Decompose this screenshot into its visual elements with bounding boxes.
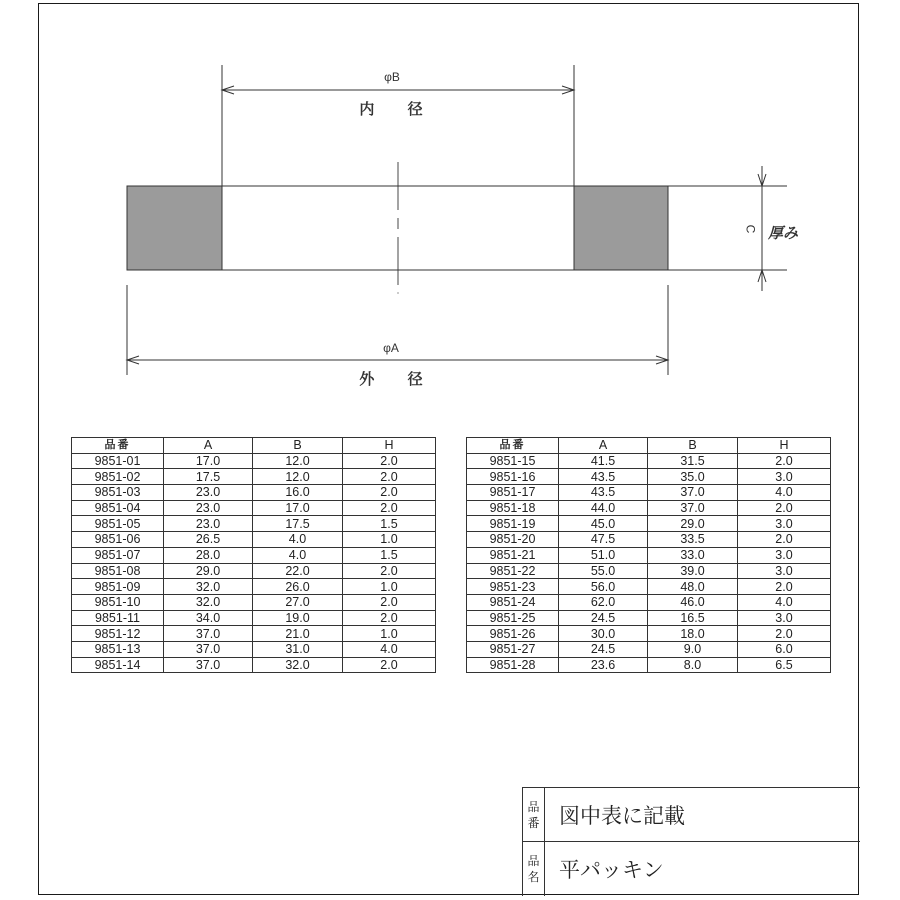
b-cell: 12.0 (253, 469, 343, 485)
b-cell: 22.0 (253, 563, 343, 579)
h-cell: 6.0 (738, 641, 831, 657)
outer-diameter-label: 外 径 (359, 370, 437, 388)
a-cell: 17.0 (164, 453, 253, 469)
part-number-cell: 9851-15 (467, 453, 559, 469)
a-cell: 45.0 (559, 516, 648, 532)
part-number-cell: 9851-17 (467, 485, 559, 501)
h-cell: 2.0 (738, 500, 831, 516)
inner-diameter-label: 内 径 (359, 100, 437, 118)
table-row (72, 626, 436, 642)
h-cell: 1.0 (343, 626, 436, 642)
table-row (72, 500, 436, 516)
part-number-cell: 9851-05 (72, 516, 164, 532)
h-cell: 3.0 (738, 469, 831, 485)
table-row (467, 547, 831, 563)
table-row (72, 453, 436, 469)
b-cell: 21.0 (253, 626, 343, 642)
h-cell: 2.0 (738, 453, 831, 469)
part-name-key: 品 名 (523, 842, 545, 896)
b-cell: 26.0 (253, 579, 343, 595)
part-number-cell: 9851-08 (72, 563, 164, 579)
gasket-section-drawing (0, 0, 900, 420)
h-cell: 2.0 (343, 453, 436, 469)
h-cell: 2.0 (343, 500, 436, 516)
h-cell: 2.0 (738, 626, 831, 642)
b-cell: 17.5 (253, 516, 343, 532)
table-row (72, 485, 436, 501)
part-number-cell: 9851-19 (467, 516, 559, 532)
table-row (72, 594, 436, 610)
b-cell: 27.0 (253, 594, 343, 610)
a-cell: 43.5 (559, 485, 648, 501)
part-number-cell: 9851-06 (72, 532, 164, 548)
b-cell: 31.5 (648, 453, 738, 469)
part-number-cell: 9851-24 (467, 594, 559, 610)
part-number-cell: 9851-22 (467, 563, 559, 579)
part-number-cell: 9851-13 (72, 641, 164, 657)
part-number-cell: 9851-10 (72, 594, 164, 610)
a-cell: 28.0 (164, 547, 253, 563)
b-cell: 18.0 (648, 626, 738, 642)
part-number-cell: 9851-28 (467, 657, 559, 673)
column-header-part-number: 品番 (467, 438, 559, 454)
inner-diameter-symbol: φB (384, 70, 400, 84)
part-number-cell: 9851-04 (72, 500, 164, 516)
a-cell: 24.5 (559, 610, 648, 626)
part-number-cell: 9851-07 (72, 547, 164, 563)
part-number-cell: 9851-14 (72, 657, 164, 673)
b-cell: 4.0 (253, 547, 343, 563)
b-cell: 33.5 (648, 532, 738, 548)
table-row (467, 500, 831, 516)
a-cell: 17.5 (164, 469, 253, 485)
b-cell: 39.0 (648, 563, 738, 579)
table-row (467, 516, 831, 532)
column-header-a: A (164, 438, 253, 454)
b-cell: 8.0 (648, 657, 738, 673)
table-row (467, 563, 831, 579)
b-cell: 9.0 (648, 641, 738, 657)
h-cell: 4.0 (738, 594, 831, 610)
a-cell: 23.0 (164, 500, 253, 516)
table-row (467, 485, 831, 501)
a-cell: 62.0 (559, 594, 648, 610)
table-header-row (72, 438, 436, 454)
part-number-value: 図中表に記載 (559, 803, 685, 828)
table-row (467, 579, 831, 595)
h-cell: 2.0 (343, 469, 436, 485)
a-cell: 37.0 (164, 641, 253, 657)
h-cell: 1.5 (343, 547, 436, 563)
b-cell: 37.0 (648, 500, 738, 516)
a-cell: 24.5 (559, 641, 648, 657)
spec-table-left (71, 437, 436, 673)
h-cell: 4.0 (738, 485, 831, 501)
b-cell: 31.0 (253, 641, 343, 657)
table-row (467, 469, 831, 485)
column-header-b: B (253, 438, 343, 454)
h-cell: 2.0 (343, 657, 436, 673)
title-block-part-name-row (523, 842, 860, 896)
section-hatch-right (574, 186, 668, 270)
table-row (72, 532, 436, 548)
a-cell: 55.0 (559, 563, 648, 579)
b-cell: 12.0 (253, 453, 343, 469)
b-cell: 29.0 (648, 516, 738, 532)
a-cell: 23.0 (164, 485, 253, 501)
a-cell: 43.5 (559, 469, 648, 485)
h-cell: 1.5 (343, 516, 436, 532)
table-row (467, 594, 831, 610)
table-row (72, 579, 436, 595)
part-number-cell: 9851-27 (467, 641, 559, 657)
b-cell: 17.0 (253, 500, 343, 516)
b-cell: 19.0 (253, 610, 343, 626)
part-name-value: 平パッキン (559, 858, 664, 882)
h-cell: 2.0 (343, 485, 436, 501)
part-number-cell: 9851-16 (467, 469, 559, 485)
column-header-h: H (738, 438, 831, 454)
column-header-b: B (648, 438, 738, 454)
part-number-cell: 9851-23 (467, 579, 559, 595)
part-number-cell: 9851-20 (467, 532, 559, 548)
part-number-cell: 9851-18 (467, 500, 559, 516)
table-row (467, 532, 831, 548)
h-cell: 3.0 (738, 547, 831, 563)
part-number-cell: 9851-02 (72, 469, 164, 485)
h-cell: 2.0 (343, 563, 436, 579)
table-row (467, 626, 831, 642)
part-number-cell: 9851-25 (467, 610, 559, 626)
a-cell: 51.0 (559, 547, 648, 563)
h-cell: 3.0 (738, 516, 831, 532)
table-row (467, 610, 831, 626)
h-cell: 3.0 (738, 563, 831, 579)
table-row (467, 641, 831, 657)
h-cell: 2.0 (738, 532, 831, 548)
table-row (72, 641, 436, 657)
thickness-label: 厚み (768, 224, 799, 242)
a-cell: 30.0 (559, 626, 648, 642)
title-block (522, 787, 860, 896)
table-row (72, 547, 436, 563)
part-number-cell: 9851-03 (72, 485, 164, 501)
a-cell: 32.0 (164, 579, 253, 595)
column-header-part-number: 品番 (72, 438, 164, 454)
a-cell: 44.0 (559, 500, 648, 516)
a-cell: 41.5 (559, 453, 648, 469)
table-row (72, 516, 436, 532)
b-cell: 16.5 (648, 610, 738, 626)
a-cell: 37.0 (164, 657, 253, 673)
table-row (467, 453, 831, 469)
b-cell: 16.0 (253, 485, 343, 501)
h-cell: 2.0 (738, 579, 831, 595)
a-cell: 34.0 (164, 610, 253, 626)
h-cell: 2.0 (343, 610, 436, 626)
b-cell: 4.0 (253, 532, 343, 548)
table-row (72, 469, 436, 485)
h-cell: 1.0 (343, 579, 436, 595)
h-cell: 2.0 (343, 594, 436, 610)
a-cell: 56.0 (559, 579, 648, 595)
h-cell: 1.0 (343, 532, 436, 548)
part-number-cell: 9851-21 (467, 547, 559, 563)
b-cell: 35.0 (648, 469, 738, 485)
b-cell: 33.0 (648, 547, 738, 563)
a-cell: 29.0 (164, 563, 253, 579)
part-number-cell: 9851-11 (72, 610, 164, 626)
part-number-cell: 9851-09 (72, 579, 164, 595)
section-hatch-left (127, 186, 222, 270)
table-row (467, 657, 831, 673)
thickness-symbol: C (743, 224, 758, 234)
column-header-a: A (559, 438, 648, 454)
b-cell: 37.0 (648, 485, 738, 501)
b-cell: 32.0 (253, 657, 343, 673)
a-cell: 23.6 (559, 657, 648, 673)
column-header-h: H (343, 438, 436, 454)
b-cell: 46.0 (648, 594, 738, 610)
a-cell: 47.5 (559, 532, 648, 548)
table-row (72, 657, 436, 673)
h-cell: 4.0 (343, 641, 436, 657)
part-number-cell: 9851-12 (72, 626, 164, 642)
part-number-cell: 9851-01 (72, 453, 164, 469)
a-cell: 32.0 (164, 594, 253, 610)
outer-diameter-symbol: φA (383, 341, 399, 355)
h-cell: 3.0 (738, 610, 831, 626)
spec-table-right (466, 437, 831, 673)
a-cell: 37.0 (164, 626, 253, 642)
a-cell: 23.0 (164, 516, 253, 532)
part-number-key: 品 番 (523, 788, 545, 841)
table-header-row (467, 438, 831, 454)
table-row (72, 610, 436, 626)
table-row (72, 563, 436, 579)
a-cell: 26.5 (164, 532, 253, 548)
h-cell: 6.5 (738, 657, 831, 673)
b-cell: 48.0 (648, 579, 738, 595)
title-block-part-number-row (523, 788, 860, 842)
part-number-cell: 9851-26 (467, 626, 559, 642)
